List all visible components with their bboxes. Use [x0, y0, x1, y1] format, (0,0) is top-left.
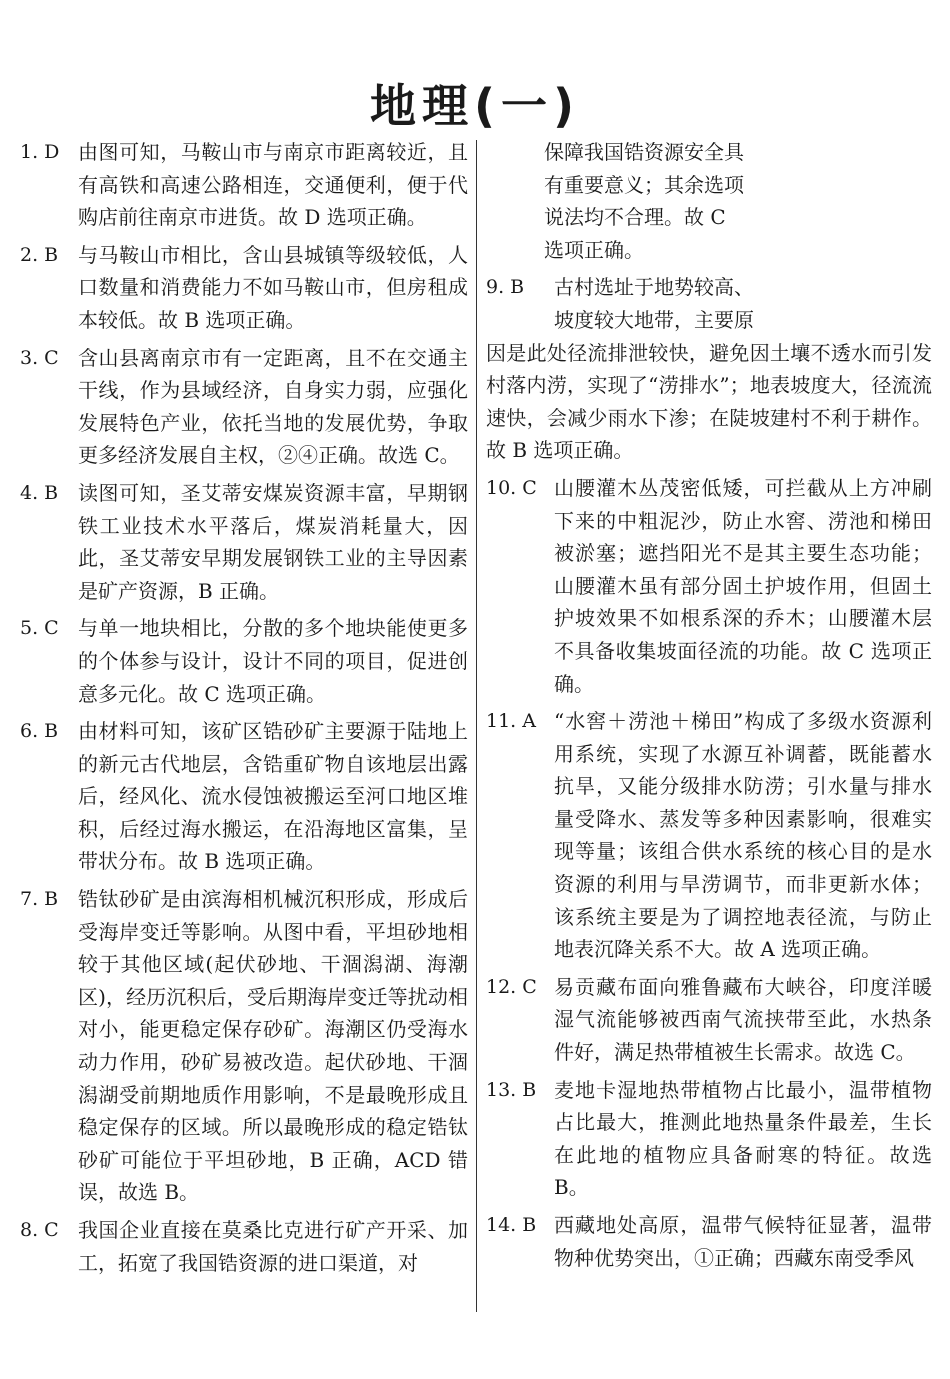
page-title: 地理(一): [369, 79, 581, 133]
answer-text: 易贡藏布面向雅鲁藏布大峡谷，印度洋暖湿气流能够被西南气流挟带至此，水热条件好，满足热带植被生长需求。故选 C。: [554, 974, 932, 1065]
left-column: [20, 136, 468, 1284]
answer-number: 1. D: [20, 141, 60, 163]
answer-item: [486, 271, 932, 467]
answer-number: 9. B: [486, 276, 525, 299]
answer-text: 山腰灌木丛茂密低矮，可拦截从上方冲刷下来的中粗泥沙，防止水窖、涝池和梯田被淤塞；遮挡阳光不是其主要生态功能；山腰灌木虽有部分固土护坡作用，但固土护坡效果不如根系深的乔木；山腰灌木层不具备收集坡面径流的功能。故 C 选项正确。: [554, 475, 932, 696]
answer-item: [20, 136, 468, 234]
right-column: [486, 136, 932, 1279]
answer-text: 由图可知，马鞍山市与南京市距离较近，且有高铁和高速公路相连，交通便利，便于代购店前往南京市进货。故 D 选项正确。: [78, 140, 468, 230]
answer-text: 西藏地处高原，温带气候特征显著，温带物种优势突出，①正确；西藏东南受季风: [554, 1213, 932, 1270]
answer-text-line: 古村选址于地势较高、: [554, 275, 754, 300]
answer-item: [20, 239, 468, 337]
answer-text: 含山县离南京市有一定距离，且不在交通主干线，作为县域经济，自身实力弱，应强化发展特色产业，依托当地的发展优势，争取更多经济发展自主权，②④正确。故选 C。: [78, 345, 468, 468]
answer-number: 14. B: [486, 1214, 537, 1236]
answer-number: 4. B: [20, 481, 59, 504]
answer-number: 11. A: [486, 710, 536, 733]
continuation-line: 选项正确。: [544, 237, 644, 262]
answer-item: [20, 342, 468, 472]
answer-text: “水窖＋涝池＋梯田”构成了多级水资源利用系统，实现了水源互补调蓄，既能蓄水抗旱，又能分级排水防涝；引水量与排水量受降水、蒸发等多种因素影响，很难实现等量；该组合供水系统的核心目的是水资源的利用与旱涝调节，而非更新水体；该系统主要是为了调控地表径流，与防止地表沉降关系不大。故 A 选项正确。: [554, 709, 932, 962]
continuation-line: 说法均不合理。故 C: [544, 205, 726, 230]
answer-text-line: 坡度较大地带，主要原: [554, 307, 754, 332]
answer-text: 锆钛砂矿是由滨海相机械沉积形成，形成后受海岸变迁等影响。从图中看，平坦砂地相较于其他区域(起伏砂地、干涸潟湖、海潮区)，经历沉积后，受后期海岸变迁等扰动相对小，能更稳定保存砂矿。海潮区仍受海水动力作用，砂矿易被改造。起伏砂地、干涸潟湖受前期地质作用影响，不是最晚形成且稳定保存的区域。所以最晚形成的稳定锆钛砂矿可能位于平坦砂地，B 正确，ACD 错误，故选 B。: [78, 887, 468, 1205]
answer-text: 麦地卡湿地热带植物占比最小，温带植物占比最大，推测此地热量条件最差，生长在此地的植物应具备耐寒的特征。故选 B。: [554, 1077, 932, 1200]
answer-number: 7. B: [20, 888, 59, 911]
answer-item: [20, 1214, 468, 1279]
answer-text: 与马鞍山市相比，含山县城镇等级较低，人口数量和消费能力不如马鞍山市，但房租成本较低。故 B 选项正确。: [78, 242, 468, 332]
answer-number: 8. C: [20, 1219, 59, 1241]
answer-text: 我国企业直接在莫桑比克进行矿产开采、加工，拓宽了我国锆资源的进口渠道，对: [78, 1218, 468, 1275]
answer-number: 3. C: [20, 346, 59, 369]
answer-item: [486, 1209, 932, 1274]
answer-item: [20, 477, 468, 607]
answer-number: 5. C: [20, 617, 59, 640]
answer-item: [20, 883, 468, 1209]
answer-text: 读图可知，圣艾蒂安煤炭资源丰富，早期钢铁工业技术水平落后，煤炭消耗量大，因此，圣艾蒂安早期发展钢铁工业的主导因素是矿产资源，B 正确。: [78, 480, 468, 603]
continuation-line: 有重要意义；其余选项: [544, 172, 744, 197]
answer-item: [20, 715, 468, 878]
column-divider: [476, 140, 477, 1312]
answer-number: 12. C: [486, 975, 537, 998]
answer-number: 13. B: [486, 1078, 537, 1101]
answer-text: 与单一地块相比，分散的多个地块能使更多的个体参与设计，设计不同的项目，促进创意多元化。故 C 选项正确。: [78, 616, 468, 706]
answer-number: 6. B: [20, 720, 59, 743]
answer-continuation: [486, 136, 932, 266]
continuation-line: 保障我国锆资源安全具: [544, 140, 744, 164]
answer-number: 10. C: [486, 476, 537, 499]
answer-item: [486, 705, 932, 966]
answer-number: 2. B: [20, 243, 59, 266]
answer-item: [486, 971, 932, 1069]
answer-text: 由材料可知，该矿区锆砂矿主要源于陆地上的新元古代地层，含锆重矿物自该地层出露后，经风化、流水侵蚀被搬运至河口地区堆积，后经过海水搬运，在沿海地区富集，呈带状分布。故 B 选项正确。: [78, 719, 468, 874]
answer-item: [486, 1074, 932, 1204]
answer-item: [486, 472, 932, 700]
answer-text: 因是此处径流排泄较快，避免因土壤不透水而引发村落内涝，实现了“涝排水”；地表坡度大，径流流速快，会减少雨水下渗；在陡坡建村不利于耕作。故 B 选项正确。: [486, 340, 932, 463]
answer-item: [20, 612, 468, 710]
